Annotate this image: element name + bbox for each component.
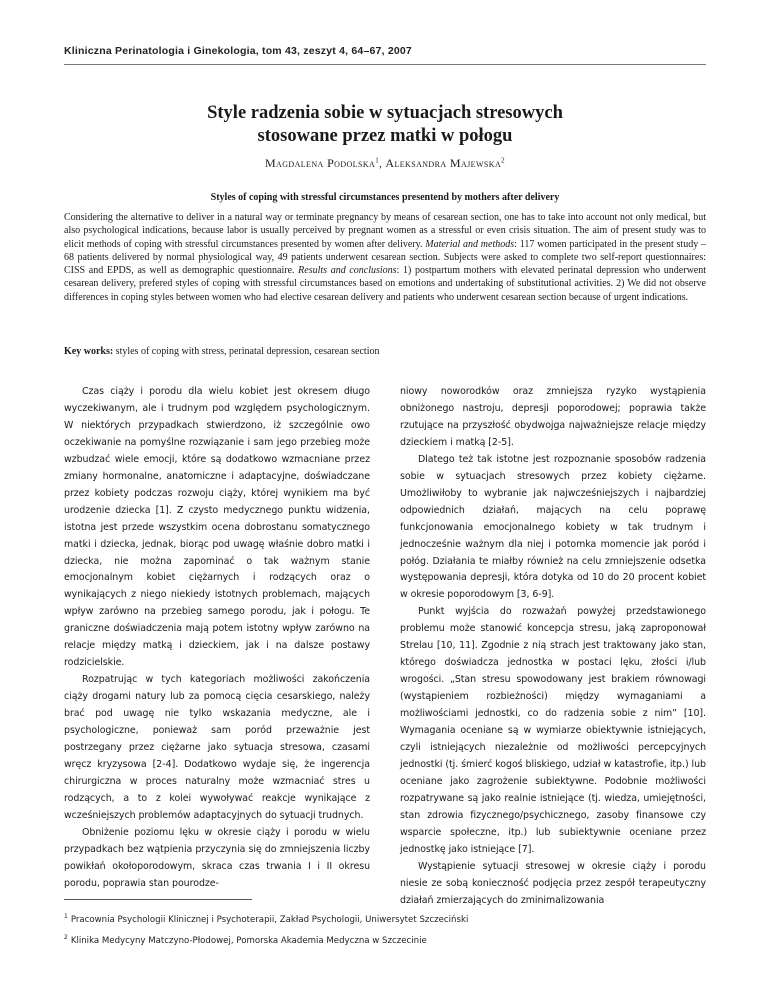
footnote-1 bbox=[64, 913, 468, 925]
paragraph: Wystąpienie sytuacji stresowej w okresie ciąży i porodu niesie ze sobą konieczność podjęcia przez zespół terapeutyczny działań zmierzających do zminimalizowania bbox=[400, 860, 706, 906]
author-separator: , bbox=[379, 158, 386, 170]
paragraph: Punkt wyjścia do rozważań powyżej przedstawionego problemu może stanowić koncepcja stresu, jaką zaproponował Strelau [10, 11]. Zgodnie z nią strach jest traktowany jako stan, którego doświadcza jednostka w postaci lęku, złości i/lub wrogości. „Stan stresu spowodowany jest brakiem równowagi (wystąpieniem rozbieżności) między wymaganiami a możliwościami jednostki, co do radzenia sobie z nim” [10]. Wymagania oceniane są w wymiarze obiektywnie istniejących, czyli istniejących niezależnie od możliwości percepcyjnych jednostki (tj. śmierć kogoś bliskiego, udział w katastrofie, itp.) lub oceniane jako zagrożenie subiektywne. Podobnie możliwości rozpatrywane są jako realnie istniejące (tj. wiedza, umiejętności, stan zdrowia fizycznego/psychicznego, zasoby finansowe czy wsparcie społeczne, itp.) lub subiektywnie oceniane przez jednostkę jako istniejące [7]. bbox=[400, 606, 706, 855]
paragraph: Czas ciąży i porodu dla wielu kobiet jest okresem długo wyczekiwanym, ale i trudnym pod względem psychologicznym. W niektórych przypadkach stwierdzono, iż szczególnie owo oczekiwanie na pomyślne rozwiązanie i sam jego przebieg może wzbudzać wiele emocji, które są dodatkowo wzmacniane przez zmiany hormonalne, anatomiczne i adaptacyjne, doświadczane przez kobiety podczas rozwoju ciąży, której wynikiem ma być urodzenie dziecka [1]. Z czysto medycznego punktu widzenia, istotna jest przede wszystkim ocena dobrostanu somatycznego matki i dziecka, jednak, biorąc pod uwagę właśnie dobro matki i dziecka, nie można zapominać o tak ważnym stanie emocjonalnym kobiet ciężarnych i rodzących oraz o wynikających z niego niekiedy istotnych problemach, mających wpływ zarówno na przebieg samego porodu, jak i połogu. Te graniczne doświadczenia mają potem istotny wpływ zarówno na relacje między matką i dzieckiem, jak i na dalsze postawy rodzicielskie. bbox=[64, 386, 370, 669]
author-1: Magdalena Podolska bbox=[264, 156, 376, 170]
keywords-label: Key works: bbox=[64, 346, 114, 357]
body-column-left bbox=[64, 384, 370, 893]
paragraph: Obniżenie poziomu lęku w okresie ciąży i porodu w wielu przypadkach bez wątpienia przyczynia się do zmniejszenia liczby powikłań okołoporodowym, skraca czas trwania I i II okresu porodu, poprawia stan pourodze- bbox=[64, 826, 370, 889]
abstract-intro: Considering the alternative to deliver in a natural way or terminate pregnancy by means of cesarean section, one has to take into account not only medical, but also psychological indications, because labor is usually perceived by pregnant women as a stressful or even crisis situation. The aim of present study was to elicit methods of coping with stressful circumstances presented by women after delivery. bbox=[64, 212, 706, 250]
article-title bbox=[64, 102, 706, 148]
english-title: Styles of coping with stressful circumstances presentend by mothers after delivery bbox=[210, 192, 560, 203]
paragraph: Rozpatrując w tych kategoriach możliwości zakończenia ciąży drogami natury lub za pomocą cięcia cesarskiego, należy brać pod uwagę nie tylko wskazania medyczne, ale i psychologiczne, ponieważ sam poród przeważnie jest postrzegany przez ciężarne jako sytuacja stresowa, czasami wręcz kryzysowa [2-4]. Dodatkowo wydaje się, że ingerencja chirurgiczna w proces naturalny może wzmacniać stres u rodzących, a to z kolei wywoływać reakcje wynikające z wcześniejszych problemów adaptacyjnych do sytuacji trudnych. bbox=[64, 674, 370, 821]
abstract-results-label: Results and conclusions bbox=[298, 265, 397, 277]
keywords-text: styles of coping with stress, perinatal depression, cesarean section bbox=[113, 346, 380, 357]
footnote-text: Pracownia Psychologii Klinicznej i Psychoterapii, Zakład Psychologii, Uniwersytet Szczeciński bbox=[70, 914, 469, 925]
authors bbox=[64, 156, 706, 171]
abstract-methods-label: Material and methods bbox=[425, 238, 515, 250]
title-line-1: Style radzenia sobie w sytuacjach stresowych bbox=[207, 103, 563, 123]
author-2: Aleksandra Majewska bbox=[385, 156, 502, 170]
footnote-rule bbox=[64, 899, 252, 900]
paragraph: Dlatego też tak istotne jest rozpoznanie sposobów radzenia sobie w sytuacjach stresowych przez kobiety ciężarne. Umożliwiłoby to wybranie jak najwcześniejszych i najbardziej odpowiednich działań, mających na celu poprawę funkcjonowania emocjonalnego kobiety w tak trudnym i jednocześnie ważnym dla niej i potomka momencie jak poród i połóg. Działania te miałby również na celu zmniejszenie odsetka występowania depresji, która dotyka od 10 do 20 procent kobiet w okresie poporodowym [3, 6-9]. bbox=[400, 453, 706, 601]
author-2-affiliation-mark: 2 bbox=[501, 156, 506, 165]
footnote-mark: 1 bbox=[64, 913, 68, 920]
abstract bbox=[64, 211, 706, 304]
author-1-affiliation-mark: 1 bbox=[375, 156, 380, 165]
footnote-text: Klinika Medycyny Matczyno-Płodowej, Pomorska Akademia Medyczna w Szczecinie bbox=[70, 935, 427, 946]
footnote-2 bbox=[64, 934, 427, 946]
abstract-results: : 1) postpartum mothers with elevated perinatal depression who underwent cesarean delivery, prefered styles of coping with stressful circumstances based on emotions and undertaking of substitutional activities. 2) We did not observe differences in coping styles between women who had elective cesarean delivery and patients who underwent cesarean section because of urgent indications. bbox=[64, 265, 707, 303]
journal-header: Kliniczna Perinatologia i Ginekologia, tom 43, zeszyt 4, 64–67, 2007 bbox=[64, 45, 412, 57]
paragraph: niowy noworodków oraz zmniejsza ryzyko wystąpienia obniżonego nastroju, depresji poporodowej; poprawia także rzutujące na przyszłość obydwojga najważniejsze relacje między dzieckiem i matką [2-5]. bbox=[400, 386, 706, 448]
header-rule bbox=[64, 64, 706, 65]
footnote-mark: 2 bbox=[64, 934, 68, 941]
body-column-right bbox=[400, 384, 706, 910]
title-line-2: stosowane przez matki w połogu bbox=[257, 126, 513, 146]
keywords bbox=[64, 346, 706, 357]
abstract-methods: : 117 women participated in the present study – 68 patients delivered by normal physiological way, 49 patients underwent cesarean section. Subjects were asked to complete two self-report questionnaires: CISS and EPDS, as well as demographic questionnaire. bbox=[64, 238, 706, 277]
